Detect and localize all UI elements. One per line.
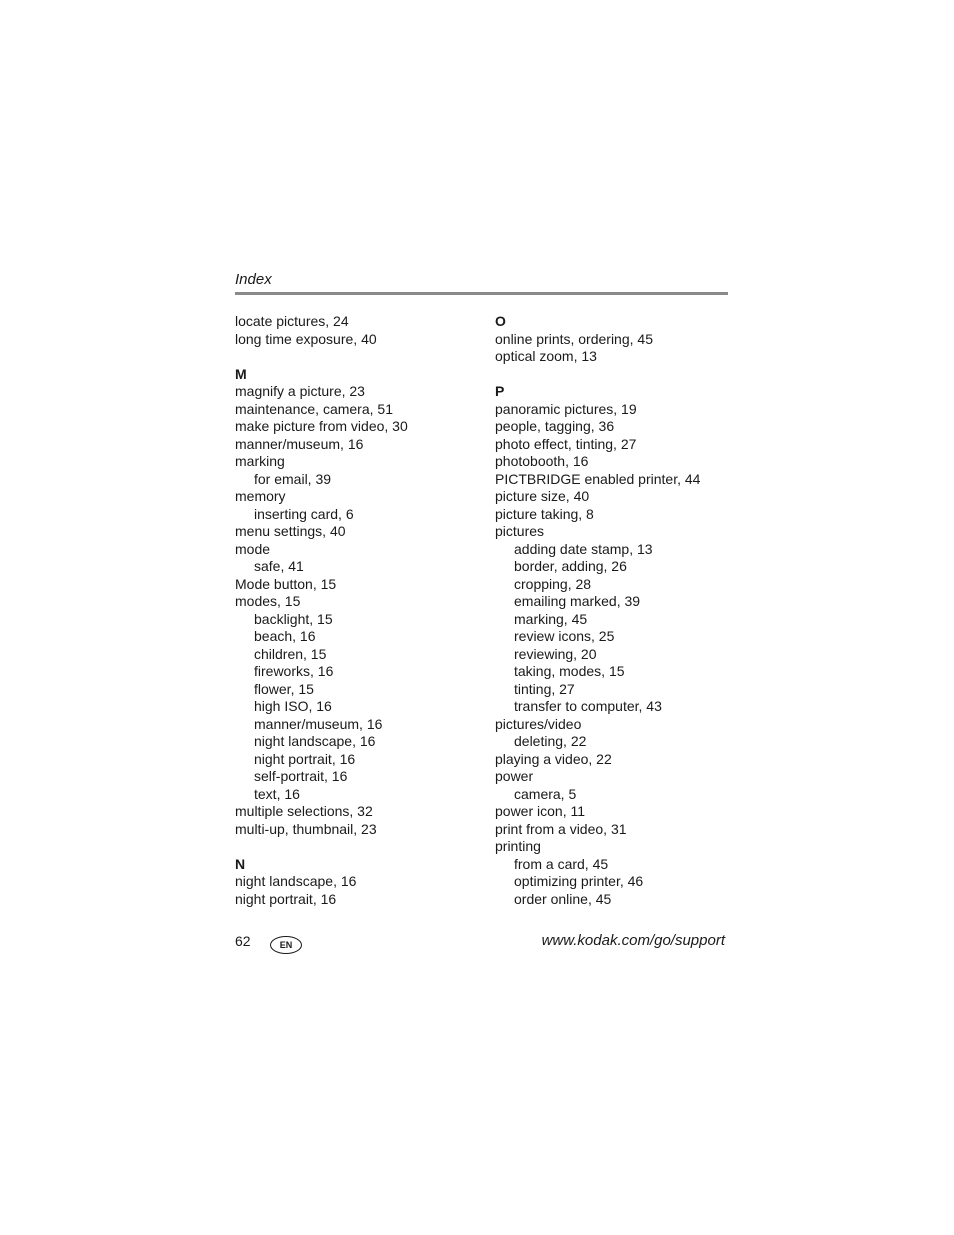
index-entry: mode <box>235 540 271 557</box>
index-entry: online prints, ordering, 45 <box>495 330 653 347</box>
index-letter-heading: P <box>495 383 505 399</box>
index-entry: multiple selections, 32 <box>235 803 373 819</box>
index-entry: marking <box>235 453 285 469</box>
index-subentry: inserting card, 6 <box>254 505 354 522</box>
index-column-left <box>235 313 485 908</box>
header-divider <box>235 292 728 295</box>
index-subentry: night portrait, 16 <box>254 750 356 767</box>
index-subentry: tinting, 27 <box>514 680 575 697</box>
index-entry: long time exposure, 40 <box>235 330 377 347</box>
index-subentry: for email, 39 <box>254 470 332 487</box>
index-subentry: beach, 16 <box>254 628 316 644</box>
index-entry: optical zoom, 13 <box>495 348 597 364</box>
index-column-right <box>495 313 735 908</box>
index-subentry: fireworks, 16 <box>254 663 334 679</box>
index-entry: modes, 15 <box>235 593 301 609</box>
index-entry: photobooth, 16 <box>495 453 589 469</box>
index-entry: Mode button, 15 <box>235 575 337 592</box>
index-subentry: night landscape, 16 <box>254 733 376 749</box>
index-entry: photo effect, tinting, 27 <box>495 435 637 452</box>
index-subentry: marking, 45 <box>514 610 588 627</box>
index-entry: night portrait, 16 <box>235 890 337 907</box>
index-subentry: from a card, 45 <box>514 855 609 872</box>
index-entry: printing <box>495 838 541 854</box>
index-entry: panoramic pictures, 19 <box>495 400 637 417</box>
language-badge: EN <box>270 936 302 954</box>
index-subentry: cropping, 28 <box>514 575 592 592</box>
page-header-title: Index <box>235 271 272 288</box>
index-subentry: order online, 45 <box>514 890 612 907</box>
index-entry: picture taking, 8 <box>495 505 594 522</box>
support-url[interactable]: www.kodak.com/go/support <box>541 932 725 949</box>
index-entry: multi-up, thumbnail, 23 <box>235 820 377 837</box>
index-entry: magnify a picture, 23 <box>235 383 365 399</box>
index-letter-heading: O <box>495 313 506 329</box>
index-entry: pictures/video <box>495 715 582 732</box>
index-entry: people, tagging, 36 <box>495 418 615 434</box>
index-subentry: transfer to computer, 43 <box>514 698 662 714</box>
index-entry: night landscape, 16 <box>235 873 357 889</box>
index-subentry: taking, modes, 15 <box>514 663 625 679</box>
index-subentry: camera, 5 <box>514 785 577 802</box>
page-number: 62 <box>235 933 251 949</box>
index-entry: pictures <box>495 523 545 539</box>
index-subentry: flower, 15 <box>254 680 314 697</box>
index-entry: locate pictures, 24 <box>235 313 349 329</box>
index-subentry: self-portrait, 16 <box>254 768 348 784</box>
index-subentry: text, 16 <box>254 785 300 802</box>
index-subentry: adding date stamp, 13 <box>514 540 653 557</box>
index-entry: picture size, 40 <box>495 488 590 504</box>
index-entry: power <box>495 768 534 784</box>
index-subentry: reviewing, 20 <box>514 645 597 662</box>
index-subentry: optimizing printer, 46 <box>514 873 644 889</box>
index-entry: maintenance, camera, 51 <box>235 400 393 417</box>
index-entry: PICTBRIDGE enabled printer, 44 <box>495 470 701 487</box>
index-subentry: review icons, 25 <box>514 628 615 644</box>
index-letter-heading: N <box>235 855 246 872</box>
index-subentry: backlight, 15 <box>254 610 333 627</box>
index-letter-heading: M <box>235 365 247 382</box>
index-entry: menu settings, 40 <box>235 523 346 539</box>
index-subentry: children, 15 <box>254 645 327 662</box>
index-subentry: deleting, 22 <box>514 733 587 749</box>
index-entry: manner/museum, 16 <box>235 435 364 452</box>
index-subentry: border, adding, 26 <box>514 558 627 574</box>
index-subentry: emailing marked, 39 <box>514 593 641 609</box>
index-subentry: safe, 41 <box>254 558 304 574</box>
index-entry: print from a video, 31 <box>495 820 627 837</box>
index-entry: playing a video, 22 <box>495 750 612 767</box>
index-subentry: manner/museum, 16 <box>254 715 383 732</box>
index-subentry: high ISO, 16 <box>254 698 332 714</box>
index-entry: power icon, 11 <box>495 803 586 819</box>
index-entry: make picture from video, 30 <box>235 418 408 434</box>
index-entry: memory <box>235 488 286 504</box>
